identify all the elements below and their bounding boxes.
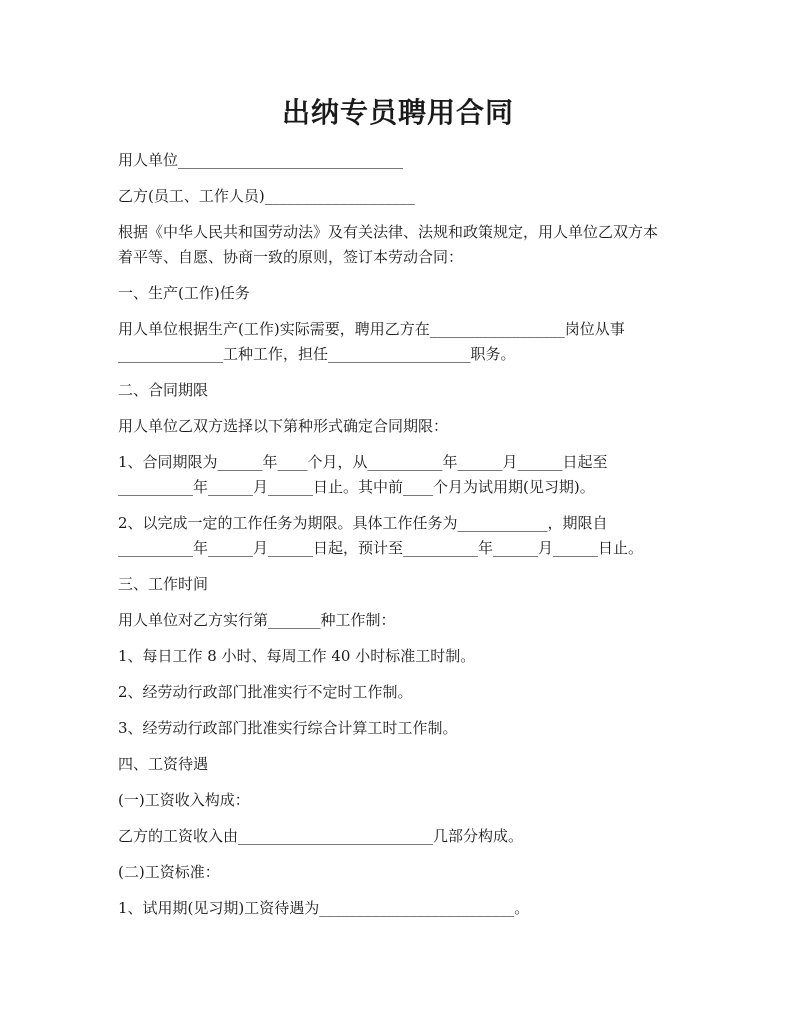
salary-subheading-composition [118, 788, 696, 813]
page-title: 出纳专员聘用合同 [281, 96, 514, 129]
hours-option-3 [118, 716, 696, 741]
text-line: 根据《中华人民共和国劳动法》及有关法律、法规和政策规定，用人单位乙双方本 [118, 223, 659, 241]
text-line: 着平等、自愿、协商一致的原则，签订本劳动合同： [118, 248, 464, 266]
text-line: (二)工资标准： [118, 863, 220, 881]
document-body [0, 148, 796, 921]
preamble-paragraph [118, 220, 696, 270]
text-line: 1、合同期限为______年____个月，从__________年______月______日起至 [118, 453, 608, 471]
text-line: 三、工作时间 [118, 575, 209, 593]
text-line: ______________工种工作，担任___________________职务。 [118, 345, 516, 363]
section-heading-hours [118, 572, 696, 597]
term-option-1 [118, 450, 696, 500]
text-line: 用人单位乙双方选择以下第种形式确定合同期限： [118, 417, 449, 435]
salary-probation-paragraph [118, 896, 696, 921]
term-intro-paragraph [118, 414, 696, 439]
employer-field [118, 148, 696, 173]
text-line: __________年______月______日止。其中前____个月为试用期(见习期)。 [118, 478, 595, 496]
text-line: 1、每日工作 8 小时、每周工作 40 小时标准工时制。 [118, 647, 476, 665]
text-line: 二、合同期限 [118, 381, 209, 399]
text-line: 3、经劳动行政部门批准实行综合计算工时工作制。 [118, 719, 458, 737]
text-line: 2、经劳动行政部门批准实行不定时工作制。 [118, 683, 413, 701]
text-line: 用人单位根据生产(工作)实际需要，聘用乙方在__________________岗位从事 [118, 320, 625, 338]
section-heading-task [118, 281, 696, 306]
hours-option-2 [118, 680, 696, 705]
text-line: 2、以完成一定的工作任务为期限。具体工作任务为____________，期限自 [118, 514, 608, 532]
text-line: __________年______月______日起，预计至__________年______月______日止。 [118, 539, 644, 557]
salary-subheading-standard [118, 860, 696, 885]
employee-field [118, 184, 696, 209]
text-line: 一、生产(工作)任务 [118, 284, 250, 302]
text-line: 乙方的工资收入由__________________________几部分构成。 [118, 827, 524, 845]
text-line: 四、工资待遇 [118, 755, 209, 773]
term-option-2 [118, 511, 696, 561]
text-line: 用人单位对乙方实行第_______种工作制： [118, 611, 396, 629]
salary-composition-paragraph [118, 824, 696, 849]
text-line: 乙方(员工、工作人员)____________________ [118, 187, 415, 205]
text-line: 1、试用期(见习期)工资待遇为__________________________。 [118, 899, 530, 917]
hours-intro-paragraph [118, 608, 696, 633]
text-line: (一)工资收入构成： [118, 791, 250, 809]
section-heading-salary [118, 752, 696, 777]
task-paragraph [118, 317, 696, 367]
section-heading-term [118, 378, 696, 403]
hours-option-1 [118, 644, 696, 669]
text-line: 用人单位______________________________ [118, 151, 404, 169]
